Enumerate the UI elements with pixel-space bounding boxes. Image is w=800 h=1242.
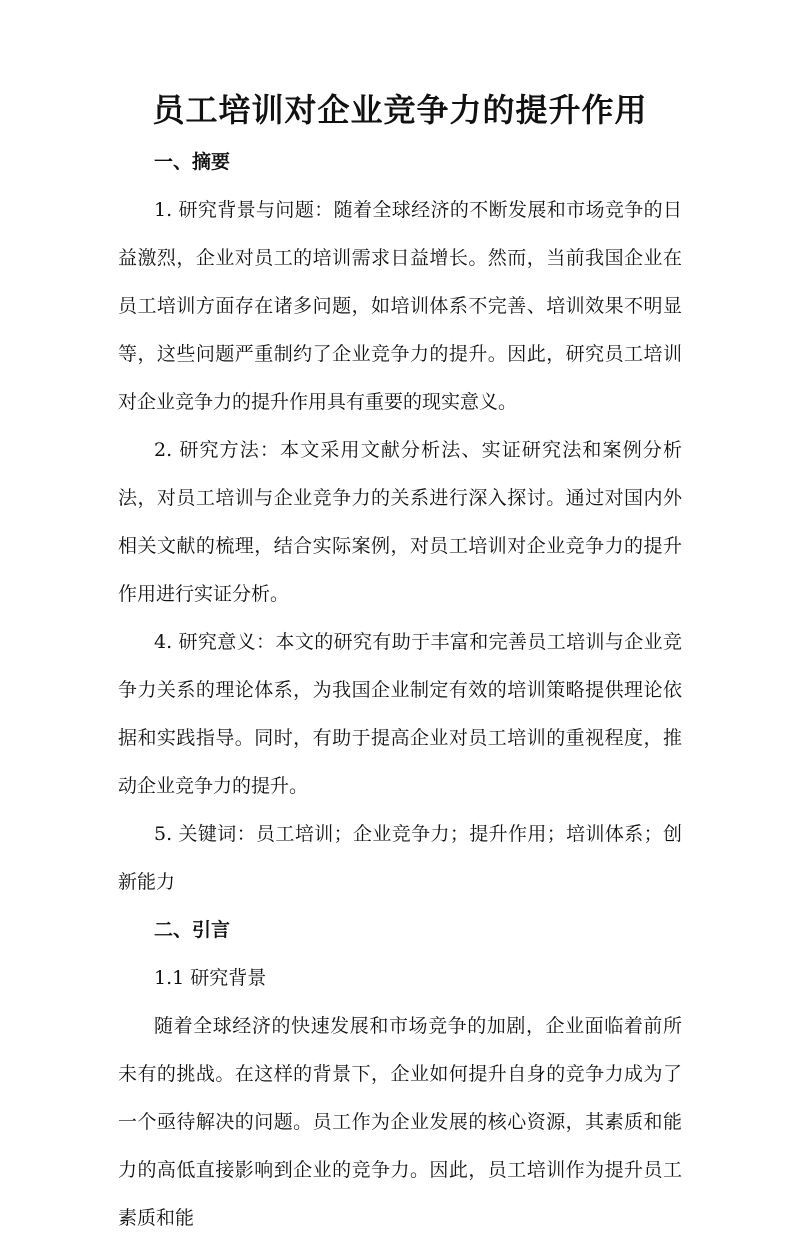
section-heading-introduction: 二、引言 bbox=[154, 919, 231, 941]
intro-paragraph: 随着全球经济的快速发展和市场竞争的加剧，企业面临着前所未有的挑战。在这样的背景下，企业如何提升自身的竞争力成为了一个亟待解决的问题。员工作为企业发展的核心资源，其素质和能力的高低直接影响到企业的竞争力。因此，员工培训作为提升员工素质和能 bbox=[118, 1015, 682, 1229]
abstract-item-background: 1. 研究背景与问题：随着全球经济的不断发展和市场竞争的日益激烈，企业对员工的培训需求日益增长。然而，当前我国企业在员工培训方面存在诸多问题，如培训体系不完善、培训效果不明显等，这些问题严重制约了企业竞争力的提升。因此，研究员工培训对企业竞争力的提升作用具有重要的现实意义。 bbox=[118, 199, 682, 413]
abstract-item-method: 2. 研究方法：本文采用文献分析法、实证研究法和案例分析法，对员工培训与企业竞争力的关系进行深入探讨。通过对国内外相关文献的梳理，结合实际案例，对员工培训对企业竞争力的提升作用进行实证分析。 bbox=[118, 439, 682, 605]
document-title: 员工培训对企业竞争力的提升作用 bbox=[152, 91, 648, 129]
subsection-heading-background: 1.1 研究背景 bbox=[154, 967, 267, 989]
abstract-item-keywords: 5. 关键词：员工培训；企业竞争力；提升作用；培训体系；创新能力 bbox=[118, 823, 682, 893]
section-heading-abstract: 一、摘要 bbox=[154, 151, 231, 173]
abstract-item-significance: 4. 研究意义：本文的研究有助于丰富和完善员工培训与企业竞争力关系的理论体系，为我国企业制定有效的培训策略提供理论依据和实践指导。同时，有助于提高企业对员工培训的重视程度，推动企业竞争力的提升。 bbox=[118, 631, 682, 797]
document-body bbox=[118, 138, 682, 1242]
